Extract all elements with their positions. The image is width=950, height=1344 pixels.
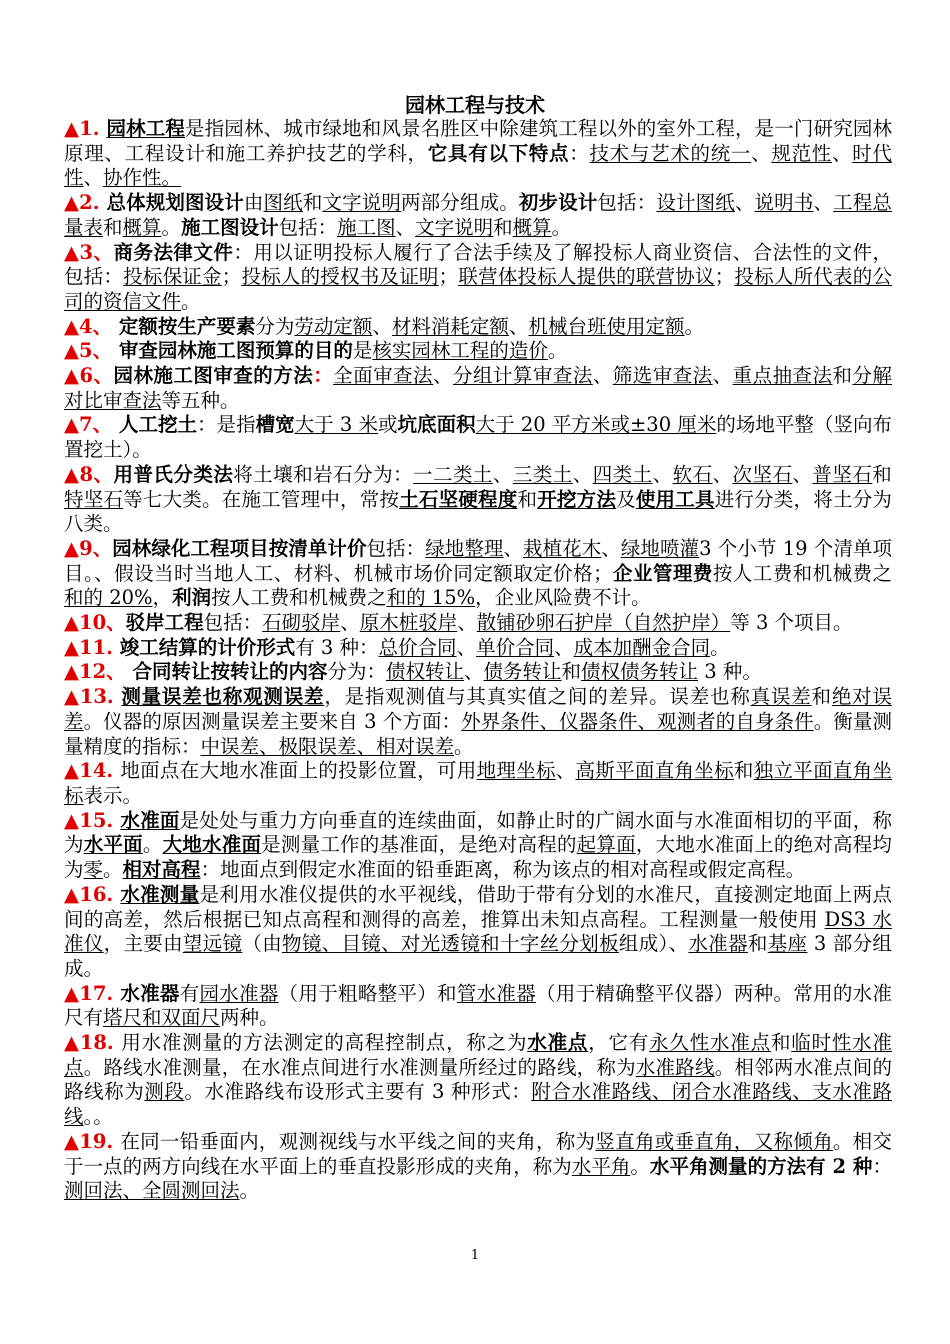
text-run: 投标保证金 bbox=[123, 265, 222, 289]
text-run: 19. bbox=[79, 1129, 121, 1153]
text-run: 是 bbox=[352, 339, 373, 363]
text-run: 定额按生产要素 bbox=[118, 314, 256, 338]
triangle-marker-icon: ▲ bbox=[64, 536, 80, 560]
text-run: 附合水准路线、闭合水准路线、支水准路线 bbox=[64, 1080, 892, 1129]
text-run: 14. bbox=[79, 759, 121, 783]
triangle-marker-icon: ▲ bbox=[64, 240, 80, 264]
text-run: 用水准测量的方法测定的高程控制点，称之为 bbox=[121, 1031, 528, 1055]
text-run: ，大地水准面上的绝对高程均为 bbox=[64, 833, 892, 882]
text-run: 栽植花木 bbox=[523, 536, 602, 560]
text-run: 望远镜 bbox=[182, 932, 243, 956]
text-run: 按人工费和机械费之 bbox=[712, 561, 892, 585]
text-run: 。 bbox=[547, 339, 568, 363]
text-run: 16. bbox=[79, 882, 121, 906]
text-run: 土石坚硬程度 bbox=[399, 487, 518, 511]
text-run: 商务法律文件 bbox=[113, 240, 234, 264]
text-run: 。 bbox=[181, 289, 201, 313]
list-item bbox=[64, 191, 892, 240]
text-run: 概算 bbox=[512, 215, 552, 239]
text-run: 总价合同 bbox=[378, 635, 457, 659]
text-run: 按人工费和机械费之 bbox=[211, 586, 387, 610]
text-run: 是指园林、城市绿地和风景名胜区中除建筑工程以外的室外工程，是一门研究园林原理、工程设计和施工养护技艺的学科， bbox=[64, 117, 892, 165]
text-run: 外界条件、仪器条件、观测者的自身条件 bbox=[461, 709, 814, 733]
text-run: ，主要由 bbox=[103, 932, 183, 956]
text-run: 。路线水准测量，在水准点间进行水准测量所经过的路线，称为 bbox=[83, 1055, 636, 1079]
text-run: 有 bbox=[179, 981, 200, 1005]
text-run: 园林工程 bbox=[106, 117, 186, 140]
text-run: 软石 bbox=[672, 462, 713, 486]
text-run: 分为 bbox=[255, 314, 295, 338]
text-run: 施工图设计 bbox=[181, 215, 279, 239]
text-run: 原木桩驳岸 bbox=[359, 611, 458, 635]
text-run: 全面审查法 bbox=[333, 364, 434, 388]
text-run: 文字说明 bbox=[415, 215, 494, 239]
text-run: 和的 20% bbox=[64, 586, 153, 610]
text-run: 重点抽查法 bbox=[732, 364, 833, 388]
triangle-marker-icon: ▲ bbox=[64, 462, 80, 486]
text-run: 和 bbox=[561, 660, 582, 684]
text-run: 水准面 bbox=[120, 808, 180, 832]
triangle-marker-icon: ▲ bbox=[64, 981, 80, 1005]
triangle-marker-icon: ▲ bbox=[64, 685, 80, 709]
text-run: 和 bbox=[747, 932, 768, 956]
text-run: 6、 bbox=[79, 364, 114, 388]
text-run: 和 bbox=[302, 191, 323, 215]
list-item bbox=[64, 339, 892, 364]
text-run: 概算 bbox=[122, 215, 162, 239]
text-run: 。 bbox=[161, 166, 182, 190]
text-run: ； bbox=[714, 265, 735, 289]
text-run: 包括： bbox=[366, 536, 426, 560]
text-run: 、 bbox=[712, 462, 733, 486]
list-item bbox=[64, 241, 892, 315]
text-run: 进行分类，将土分为八类。 bbox=[64, 487, 892, 536]
text-run: 3 部分组成。 bbox=[64, 932, 892, 980]
triangle-marker-icon: ▲ bbox=[64, 1031, 80, 1055]
list-item bbox=[64, 117, 892, 191]
text-run: 是利用水准仪提供的水平视线，借助于带有分划的水准尺，直接测定地面上两点间的高差，然后根据已知点高程和测得的高差，推算出未知点高程。工程测量一般使用 bbox=[64, 882, 892, 931]
list-item bbox=[64, 759, 892, 808]
list-item bbox=[64, 1130, 892, 1204]
triangle-marker-icon: ▲ bbox=[64, 635, 79, 659]
text-run: 高斯平面直角坐标 bbox=[575, 759, 734, 783]
text-run: ； bbox=[221, 265, 242, 289]
text-run: 5、 bbox=[79, 339, 119, 363]
text-run: 和 bbox=[493, 215, 513, 239]
text-run: 、 bbox=[751, 141, 772, 165]
text-run: 表示。 bbox=[83, 783, 143, 807]
list-item bbox=[64, 982, 892, 1031]
text-run: 分解对比审查法 bbox=[64, 364, 892, 412]
text-run: 、 bbox=[395, 215, 416, 239]
text-run: 工程总量表 bbox=[64, 191, 892, 239]
text-run: ： bbox=[569, 141, 590, 165]
list-item bbox=[64, 883, 892, 982]
text-run: 分组计算审查法 bbox=[453, 364, 593, 388]
text-run: 地面点在大地水准面上的投影位置，可用 bbox=[120, 759, 477, 783]
text-run: 。 bbox=[710, 635, 730, 659]
text-run: 。 bbox=[161, 215, 182, 239]
text-run: 。 bbox=[239, 1179, 260, 1203]
text-run: 使用工具 bbox=[635, 487, 715, 511]
text-run: 竣工结算的计价形式 bbox=[119, 635, 296, 659]
text-run: 、 bbox=[555, 759, 576, 783]
triangle-marker-icon: ▲ bbox=[64, 364, 80, 388]
text-run: 、 bbox=[340, 611, 360, 635]
text-run: 9、 bbox=[79, 536, 113, 560]
text-run: 7、 bbox=[79, 413, 119, 437]
triangle-marker-icon: ▲ bbox=[64, 339, 79, 363]
text-run: 材料消耗定额 bbox=[391, 314, 509, 338]
text-run: 、 bbox=[456, 635, 477, 659]
text-run: 将土壤和岩石分为： bbox=[233, 462, 414, 486]
document-body bbox=[64, 117, 892, 1204]
text-run: 水平角 bbox=[571, 1154, 631, 1178]
list-item bbox=[64, 660, 892, 685]
text-run: 。仪器的原因测量误差主要来自 3 个方面： bbox=[83, 709, 462, 733]
triangle-marker-icon: ▲ bbox=[64, 314, 79, 338]
text-run: 2. bbox=[79, 191, 107, 215]
text-run: 协作性 bbox=[103, 166, 162, 190]
list-item bbox=[64, 364, 892, 413]
text-run: 大于 3 米 bbox=[294, 413, 378, 437]
text-run: 物镜、目镜、对光透镜和十字丝分划板 bbox=[282, 932, 619, 956]
text-run: 筛选审查法 bbox=[612, 364, 713, 388]
text-run: 投标人所代表的公司的资信文件 bbox=[64, 265, 892, 313]
text-run: 水平角测量的方法有 2 种 bbox=[649, 1154, 873, 1178]
text-run: 、 bbox=[463, 660, 484, 684]
text-run: （用于精确整平仪器）两种。常用的水准尺有 bbox=[64, 981, 892, 1030]
text-run: ，它有 bbox=[588, 1031, 650, 1055]
text-run: 、 bbox=[433, 364, 454, 388]
text-run: 。 bbox=[684, 314, 704, 338]
text-run: 包括： bbox=[203, 611, 263, 635]
text-run: 绝对误差 bbox=[64, 685, 892, 733]
text-run: 、 bbox=[792, 462, 813, 486]
text-run: ： bbox=[313, 364, 334, 388]
text-run: 开挖方法 bbox=[537, 487, 617, 511]
text-run: 散铺砂卵石护岸（自然护岸） bbox=[476, 611, 731, 635]
text-run: ，企业风险费不计。 bbox=[475, 586, 651, 610]
triangle-marker-icon: ▲ bbox=[64, 1129, 80, 1153]
text-run: 临时性水准点 bbox=[64, 1031, 892, 1079]
text-run: 在同一铅垂面内，观测视线与水平线之间的夹角，称为 bbox=[120, 1129, 596, 1153]
text-run: 。 bbox=[142, 833, 163, 857]
triangle-marker-icon: ▲ bbox=[64, 759, 80, 783]
text-run: 。 bbox=[454, 734, 474, 758]
text-run: 3 种。 bbox=[698, 660, 762, 684]
text-run: 劳动定额 bbox=[294, 314, 373, 338]
list-item bbox=[64, 809, 892, 883]
text-run: 石砌驳岸 bbox=[262, 611, 341, 635]
text-run: 、 bbox=[372, 314, 392, 338]
text-run: 水准点 bbox=[527, 1031, 589, 1055]
text-run: ，是指观测值与其真实值之间的差异。误差也称 bbox=[324, 685, 751, 709]
text-run: 绿地喷灌 bbox=[620, 536, 700, 560]
text-run: 它具有以下特点 bbox=[427, 141, 570, 165]
text-run: 的场地平整（竖向布置挖土）。 bbox=[64, 413, 892, 462]
text-run: 和的 15% bbox=[386, 586, 476, 610]
text-run: 13. bbox=[79, 685, 122, 709]
text-run: 图纸 bbox=[263, 191, 303, 215]
text-run: 。 bbox=[551, 215, 572, 239]
list-item bbox=[64, 463, 892, 537]
list-item bbox=[64, 413, 892, 462]
text-run: 、 bbox=[492, 462, 513, 486]
text-run: 总体规划图设计 bbox=[106, 191, 244, 215]
text-run: 零 bbox=[83, 858, 104, 882]
text-run: 塔尺和双面尺 bbox=[103, 1006, 221, 1030]
text-run: 园林绿化工程项目按清单计价 bbox=[112, 536, 367, 560]
text-run: 12、 bbox=[79, 660, 133, 684]
text-run: 初步设计 bbox=[518, 191, 598, 215]
text-run: 等七大类。在施工管理中，常按 bbox=[123, 487, 400, 511]
text-run: 机械台班使用定额 bbox=[528, 314, 685, 338]
text-run: 绿地整理 bbox=[425, 536, 504, 560]
text-run: 三类土 bbox=[512, 462, 573, 486]
text-run: 10、 bbox=[79, 611, 126, 635]
text-run: 园水准器 bbox=[199, 981, 279, 1005]
text-run: 、 bbox=[734, 191, 755, 215]
document-title: 园林工程与技术 bbox=[405, 93, 545, 117]
text-run: 永久性水准点 bbox=[649, 1031, 771, 1055]
text-run: 。衡量测量精度的指标： bbox=[64, 709, 892, 758]
triangle-marker-icon: ▲ bbox=[64, 117, 80, 140]
text-run: 等 3 个项目。 bbox=[730, 611, 853, 635]
text-run: 8、 bbox=[79, 462, 114, 486]
text-run: 包括： bbox=[278, 215, 338, 239]
text-run: 槽宽 bbox=[255, 413, 295, 437]
text-run: 有 3 种： bbox=[295, 635, 379, 659]
text-run: 时代性 bbox=[64, 141, 892, 190]
text-run: 、 bbox=[592, 364, 613, 388]
text-run: 。相交于一点的两方向线在水平面上的垂直投影形成的夹角，称为 bbox=[64, 1129, 892, 1178]
text-run: 、 bbox=[83, 166, 104, 190]
text-run: DS3 水准仪 bbox=[64, 907, 892, 956]
text-run: 两种。 bbox=[220, 1006, 279, 1030]
text-run: 四类土 bbox=[592, 462, 653, 486]
text-run: 真误差 bbox=[750, 685, 812, 709]
text-run: 和 bbox=[103, 215, 123, 239]
list-item bbox=[64, 1031, 892, 1130]
text-run: 。相邻两水准点间的路线称为 bbox=[64, 1055, 892, 1104]
text-run: 园林施工图审查的方法 bbox=[113, 364, 314, 388]
text-run: 文字说明 bbox=[322, 191, 402, 215]
text-run: 合同转让按转让的内容 bbox=[132, 660, 328, 684]
text-run: 成本加酬金合同 bbox=[573, 635, 711, 659]
text-run: ：用以证明投标人履行了合法手续及了解投标人商业资信、合法性的文件，包括： bbox=[64, 240, 892, 289]
text-run: 包括： bbox=[597, 191, 657, 215]
text-run: 分为： bbox=[327, 660, 386, 684]
text-run: ：地面点到假定水准面的铅垂距离，称为该点的相对高程或假定高程。 bbox=[200, 858, 806, 882]
text-run: 、 bbox=[503, 536, 524, 560]
text-run: 是测量工作的基准面，是绝对高程的 bbox=[261, 833, 577, 857]
text-run: 管水准器 bbox=[456, 981, 536, 1005]
text-run: 一二类土 bbox=[413, 462, 493, 486]
text-run: 联营体投标人提供的联营协议 bbox=[458, 265, 715, 289]
text-run: 等五种。 bbox=[161, 388, 240, 412]
text-run: 独立平面直角坐标 bbox=[64, 759, 892, 807]
triangle-marker-icon: ▲ bbox=[64, 413, 80, 437]
text-run: 水准路线 bbox=[635, 1055, 715, 1079]
text-run: 、 bbox=[832, 141, 853, 165]
text-run: 、 bbox=[457, 611, 477, 635]
text-run: ； bbox=[438, 265, 459, 289]
text-run: （由 bbox=[242, 932, 283, 956]
text-run: 水准器 bbox=[688, 932, 748, 956]
text-run: 17. bbox=[79, 981, 121, 1005]
text-run: 。水准路线布设形式主要有 3 种形式： bbox=[184, 1080, 532, 1104]
triangle-marker-icon: ▲ bbox=[64, 808, 80, 832]
text-run: 核实园林工程的造价 bbox=[372, 339, 548, 363]
text-run: （用于粗略整平）和 bbox=[278, 981, 457, 1005]
text-run: 18. bbox=[79, 1031, 122, 1055]
list-item bbox=[64, 636, 892, 661]
text-run: 组成）、 bbox=[618, 932, 689, 956]
text-run: 和 bbox=[872, 462, 892, 486]
text-run: ：是指 bbox=[197, 413, 256, 437]
text-run: 基座 bbox=[767, 932, 808, 956]
text-run: 驳岸工程 bbox=[125, 611, 204, 635]
text-run: 和 bbox=[811, 685, 832, 709]
text-run: 。 bbox=[630, 1154, 650, 1178]
text-run: 相对高程 bbox=[122, 858, 201, 882]
text-run: 水平面 bbox=[83, 833, 143, 857]
text-run: 、 bbox=[601, 536, 621, 560]
text-run: 中误差、极限误差、相对误差 bbox=[200, 734, 455, 758]
list-item bbox=[64, 685, 892, 759]
text-run: 施工图 bbox=[337, 215, 396, 239]
text-run: 投标人的授权书及证明 bbox=[241, 265, 439, 289]
text-run: 用普氏分类法 bbox=[113, 462, 234, 486]
text-run: 、 bbox=[813, 191, 834, 215]
text-run: 测量误差也称观测误差 bbox=[121, 685, 325, 709]
page-number: 1 bbox=[470, 1248, 480, 1263]
text-run: 债权转让 bbox=[385, 660, 464, 684]
text-run: 。。 bbox=[83, 1105, 113, 1129]
text-run: 审查园林施工图预算的目的 bbox=[118, 339, 353, 363]
text-run: 大地水准面 bbox=[162, 833, 262, 857]
text-run: 3 个小节 19 个清单项目。、假设当时当地人工、材料、机械市场价同定额取定价格； bbox=[64, 536, 892, 585]
text-run: 和 bbox=[733, 759, 754, 783]
list-item bbox=[64, 611, 892, 636]
text-run: 人工挖土 bbox=[118, 413, 197, 437]
text-run: 15. bbox=[79, 808, 121, 832]
text-run: 坑底面积 bbox=[397, 413, 476, 437]
text-run: 次坚石 bbox=[732, 462, 793, 486]
text-run: 两部分组成。 bbox=[401, 191, 519, 215]
text-run: 大于 20 平方米或±30 厘米 bbox=[475, 413, 717, 437]
text-run: 、 bbox=[554, 635, 574, 659]
text-run: 或 bbox=[378, 413, 398, 437]
text-run: 。 bbox=[103, 858, 123, 882]
text-run: 特坚石 bbox=[64, 487, 124, 511]
text-run: 水准测量 bbox=[120, 882, 200, 906]
text-run: 1. bbox=[79, 117, 107, 140]
triangle-marker-icon: ▲ bbox=[64, 191, 80, 215]
text-run: 起算面 bbox=[576, 833, 636, 857]
text-run: 设计图纸 bbox=[656, 191, 735, 215]
text-run: ： bbox=[872, 1154, 892, 1178]
text-run: 地理坐标 bbox=[476, 759, 556, 783]
text-run: 3、 bbox=[79, 240, 114, 264]
text-run: 测段 bbox=[144, 1080, 185, 1104]
text-run: 债权债务转让 bbox=[581, 660, 699, 684]
text-run: 及 bbox=[616, 487, 636, 511]
triangle-marker-icon: ▲ bbox=[64, 611, 79, 635]
text-run: 由 bbox=[243, 191, 264, 215]
text-run: ， bbox=[152, 586, 173, 610]
triangle-marker-icon: ▲ bbox=[64, 660, 79, 684]
text-run: 说明书 bbox=[754, 191, 814, 215]
text-run: 技术与艺术的统一 bbox=[589, 141, 752, 165]
text-run: 利润 bbox=[172, 586, 212, 610]
text-run: 企业管理费 bbox=[612, 561, 713, 585]
text-run: 、 bbox=[652, 462, 673, 486]
text-run: 11. bbox=[79, 635, 120, 659]
text-run: 测回法、全圆测回法 bbox=[64, 1179, 240, 1203]
text-run: 和 bbox=[517, 487, 538, 511]
text-run: 普坚石 bbox=[812, 462, 873, 486]
text-run: 竖直角或垂直角，又称倾角 bbox=[595, 1129, 833, 1153]
text-run: 、 bbox=[572, 462, 593, 486]
text-run: 、 bbox=[712, 364, 733, 388]
list-item bbox=[64, 537, 892, 611]
text-run: 和 bbox=[832, 364, 853, 388]
text-run: 4、 bbox=[79, 314, 119, 338]
text-run: 和 bbox=[770, 1031, 792, 1055]
list-item bbox=[64, 315, 892, 340]
text-run: 、 bbox=[508, 314, 529, 338]
text-run: 水准器 bbox=[120, 981, 180, 1005]
triangle-marker-icon: ▲ bbox=[64, 882, 80, 906]
text-run: 单价合同 bbox=[476, 635, 555, 659]
text-run: 规范性 bbox=[771, 141, 833, 165]
text-run: 债务转让 bbox=[483, 660, 562, 684]
text-run: 是处处与重力方向垂直的连续曲面，如静止时的广阔水面与水准面相切的平面，称为 bbox=[64, 808, 892, 857]
